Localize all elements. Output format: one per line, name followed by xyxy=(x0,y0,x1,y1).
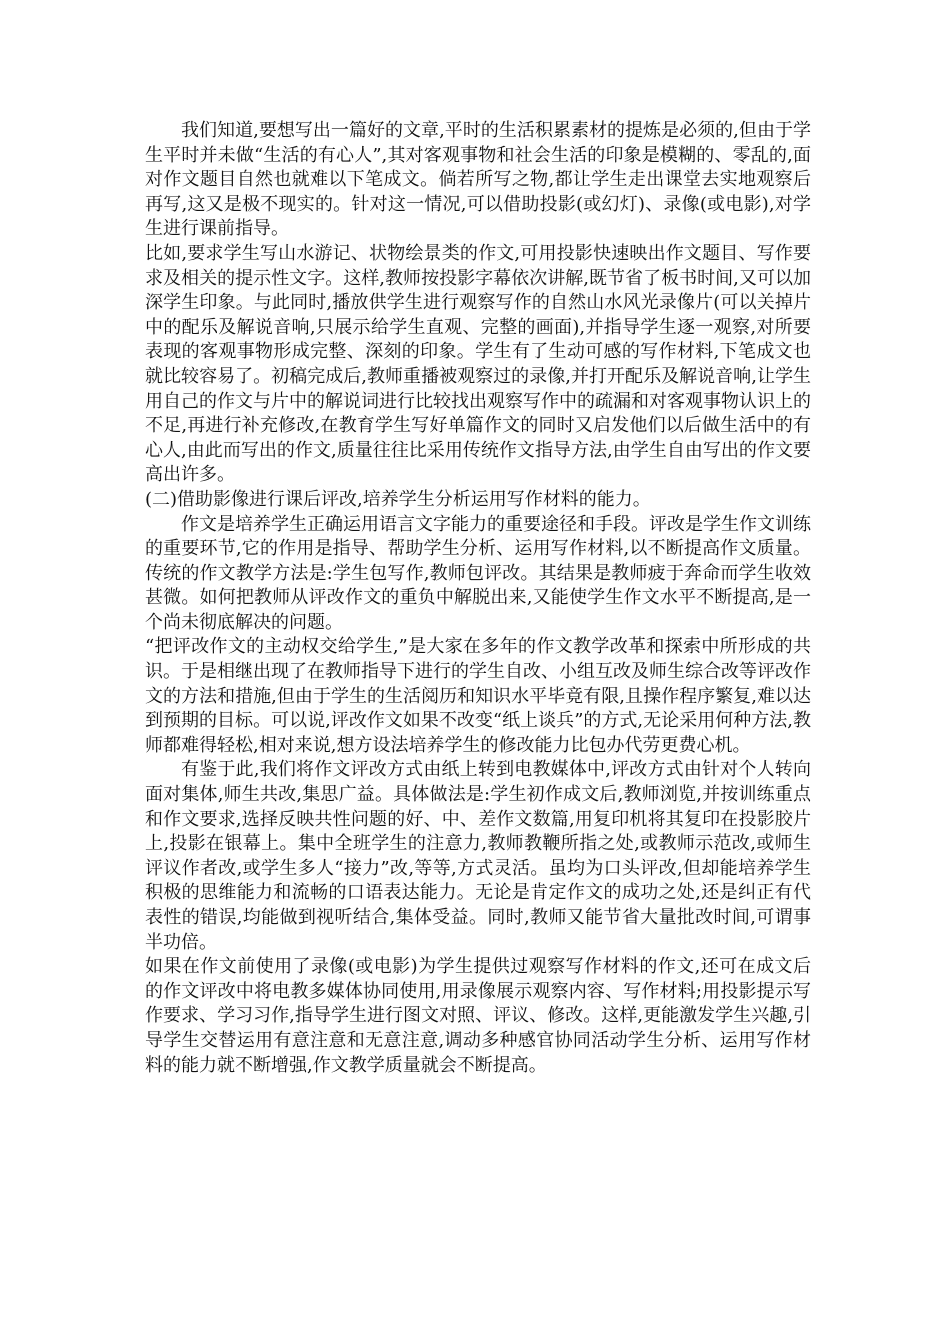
paragraph-4: “把评改作文的主动权交给学生,”是大家在多年的作文教学改革和探索中所形成的共识。于是相继出现了在教师指导下进行的学生自改、小组互改及师生综合改等评改作文的方法和措施,但由于学生的生活阅历和知识水平毕竟有限,且操作程序繁复,难以达到预期的目标。可以说,评改作文如果不改变“纸上谈兵”的方式,无论采用何种方法,教师都难得轻松,相对来说,想方设法培养学生的修改能力比包办代劳更费心机。 xyxy=(145,636,811,756)
paragraph-3: 作文是培养学生正确运用语言文字能力的重要途径和手段。评改是学生作文训练的重要环节,它的作用是指导、帮助学生分析、运用写作材料,以不断提高作文质量。传统的作文教学方法是:学生包写作,教师包评改。其结果是教师疲于奔命而学生收效甚微。如何把教师从评改作文的重负中解脱出来,又能使学生作文水平不断提高,是一个尚未彻底解决的问题。 xyxy=(145,513,811,633)
paragraph-1: 我们知道,要想写出一篇好的文章,平时的生活积累素材的提炼是必须的,但由于学生平时并未做“生活的有心人”,其对客观事物和社会生活的印象是模糊的、零乱的,面对作文题目自然也就难以下笔成文。倘若所写之物,都让学生走出课堂去实地观察后再写,这又是极不现实的。针对这一情况,可以借助投影(或幻灯)、录像(或电影),对学生进行课前指导。 xyxy=(145,120,811,240)
document-body xyxy=(145,119,811,1078)
section-heading: (二)借助影像进行课后评改,培养学生分析运用写作材料的能力。 xyxy=(145,488,651,510)
paragraph-2: 比如,要求学生写山水游记、状物绘景类的作文,可用投影快速映出作文题目、写作要求及相关的提示性文字。这样,教师按投影字幕依次讲解,既节省了板书时间,又可以加深学生印象。与此同时,播放供学生进行观察写作的自然山水风光录像片(可以关掉片中的配乐及解说音响,只展示给学生直观、完整的画面),并指导学生逐一观察,对所要表现的客观事物形成完整、深刻的印象。学生有了生动可感的写作材料,下笔成文也就比较容易了。初稿完成后,教师重播被观察过的录像,并打开配乐及解说音响,让学生用自己的作文与片中的解说词进行比较找出观察写作中的疏漏和对客观事物认识上的不足,再进行补充修改,在教育学生写好单篇作文的同时又启发他们以后做生活中的有心人,由此而写出的作文,质量往往比采用传统作文指导方法,由学生自由写出的作文要高出许多。 xyxy=(145,242,811,486)
paragraph-6: 如果在作文前使用了录像(或电影)为学生提供过观察写作材料的作文,还可在成文后的作文评改中将电教多媒体协同使用,用录像展示观察内容、写作材料;用投影提示写作要求、学习习作,指导学生进行图文对照、评议、修改。这样,更能激发学生兴趣,引导学生交替运用有意注意和无意注意,调动多种感官协同活动学生分析、运用写作材料的能力就不断增强,作文教学质量就会不断提高。 xyxy=(145,956,811,1076)
paragraph-5: 有鉴于此,我们将作文评改方式由纸上转到电教媒体中,评改方式由针对个人转向面对集体,师生共改,集思广益。具体做法是:学生初作成文后,教师浏览,并按训练重点和作文要求,选择反映共性问题的好、中、差作文数篇,用复印机将其复印在投影胶片上,投影在银幕上。集中全班学生的注意力,教师教鞭所指之处,或教师示范改,或师生评议作者改,或学生多人“接力”改,等等,方式灵活。虽均为口头评改,但却能培养学生积极的思维能力和流畅的口语表达能力。无论是肯定作文的成功之处,还是纠正有代表性的错误,均能做到视听结合,集体受益。同时,教师又能节省大量批改时间,可谓事半功倍。 xyxy=(145,759,811,953)
